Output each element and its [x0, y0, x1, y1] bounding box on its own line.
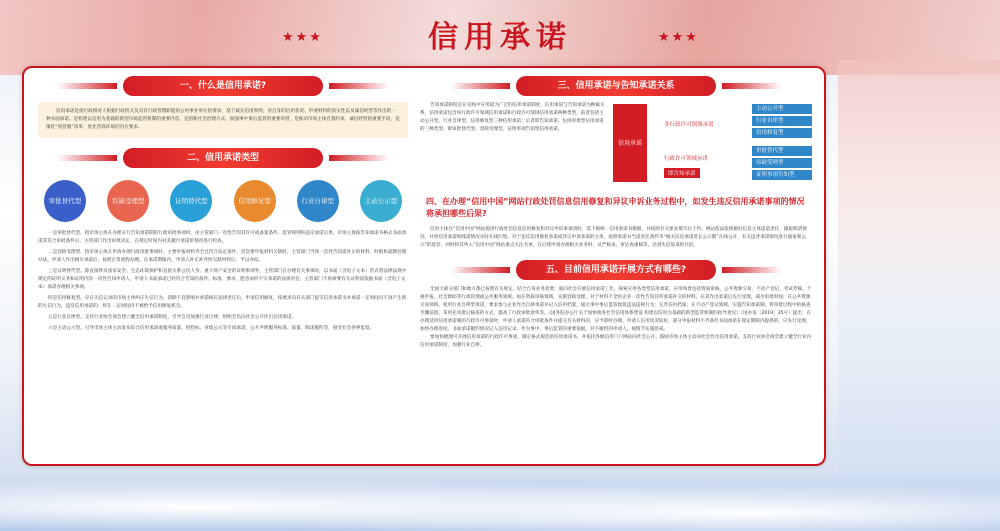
type-item-5: 五是行业自律型。支持行业协会商会建立健全信用承诺制度，引导会员加强行业自律，组织会员向社会公开作出信用承诺。 [48, 315, 297, 320]
section-1-body: 信用承诺是指行政相对人根据行政机关及具有行政管理职能的公用事业单位的要求，基于诚实信用原则，对自身的信用状况、申请材料的真实性以及诚信经营等作出的一种书面承诺。是构建以信用为基础的新型市场监管机制的重要内容，是创新社会治理方式、加强事中事后监管的重要举措，是推动市场主体自我约束、诚信经营的重要手段，是深化“放管服”改革、优化营商环境的内在要求。 [46, 109, 400, 130]
section-5-heading: 五、目前信用承诺开展方式有哪些? [516, 260, 716, 280]
section-5-body-1: 全国大部分部门和地方都已按照有关规定，结合自身业务需要，面向社会开展信用承诺工作，探索应用各类型信用承诺，应用场景包括资质审核、公共资源交易、不动产登记、考试考核、个税申报、社会救助等行政管理或公共服务领域。如在资质审核领域，实施容缺受理，对于材料不全的企业一次性告知其所承诺补交的材料，在其作出承诺后先行受理，减少审批时间；在公共资源交易领域，使用行业自律型承诺，要求参与企业作出自律承诺并记入信用档案，通过事中事后监管敦促违法违规行为；完善信用档案；在不动产登记领域，实施告知承诺制，将审批过程中的核查步骤前置，采用先审批后核查的方式，提高了行政审批效率等。《国务院办公厅关于加快推进社会信用体系建设 构建以信用为基础的新型监管机制的指导意见》（国办发〔2019〕35号）提出：在办理适用信用承诺制的行政许可事项时，申请人承诺符合审批条件并提交有关材料的，应予即时办理。申请人信用状况较好、部分申报材料不齐备但书面承诺在规定期限内提供的，应先行受理，加快办理进度。书面承诺履约情况记入信用记录，作为事中、事后监管的重要依据，对不履约的申请人，视情节实施惩戒。 [420, 287, 812, 332]
type-item-6: 六是主动公示型。引导市场主体主动发布综合信用承诺或服务质量、招投标、业绩公示等专项承诺，公开声明服务标准、质量、践诺履约等，接受社会各界监督。 [48, 326, 375, 331]
left-column [38, 76, 408, 333]
diagram-list-a [752, 104, 812, 140]
diagram-list-b [752, 146, 812, 182]
section-5-body-2: 要加快梳理可开展信用承诺的行政许可事项，制定格式规范的信用承诺书，并依托各级信用门户网站向社会公开。鼓励市场主体主动向社会作出信用承诺。支持行业协会商会建立健全行业内信用承诺制度，加强行业自律。 [420, 335, 812, 348]
page-title-banner [380, 12, 620, 55]
relationship-diagram [420, 102, 812, 188]
diagram-item: 容缺受理型 [752, 158, 812, 168]
section-3-heading: 三、信用承诺与告知承诺关系 [516, 76, 716, 96]
diagram-item: 主动公开型 [752, 104, 812, 114]
section-1-heading: 一、什么是信用承诺? [123, 76, 323, 96]
type-item-3: 三是证明替代型。除直接涉及国家安全、生态环境保护和直接关系公民人身、重大财产安全的证明事项外，主管部门在办理有关事项时，以书面（含电子文本）形式将法律法规中规定的证明义务和证明内容一次性告知申请人，申请人书面承诺已经符合告知的条件、标准、要求，愿意承担不实承诺的法律责任，主管部门不再索要有关证明而依据书面（含电子文本）承诺办理相关事项。 [38, 269, 407, 290]
diagram-tag: 即告知承诺 [664, 168, 700, 178]
right-column [420, 76, 812, 350]
type-item-1: 一是审批替代型。指市场主体在办理实行告知承诺制的行政审批事项时，由主管部门一次性告知其许可或备案条件、监管规则和违反承诺后果，市场主体按告知承诺书格式书面承诺其符合审批条件后，主管部门作出审批决定，在规定时间内对其履行承诺的情况进行检查。 [38, 231, 407, 244]
type-circle-self-discipline: 行业自律型 [297, 180, 339, 222]
diagram-item: 行业自律型 [752, 116, 812, 126]
section-1-box [38, 102, 408, 138]
type-circle-fault-tolerant: 容缺受理型 [107, 180, 149, 222]
section-3-body: 告知承诺制度是在实践中应用最为广泛的信用承诺制度，信用承诺与告知承诺为种属关系，信用承诺包含审行政许可领域信用承诺和行政许可领域信用承诺两种类型，前者包括主动公开型、行业自律型、信用修复型三种信用承诺；后者即告知承诺，包括审批型信用承诺的三种类型，即审批替代型、容缺受理型、证明事项告知型信用承诺。 [420, 103, 605, 132]
page-title: 信用承诺 [428, 20, 572, 55]
clouds-backdrop [0, 470, 1000, 531]
type-item-2: 二是容缺受理型。指市场主体在申请办理行政审批事项时，主要申报材料齐全且符合法定条件，但次要申报材料欠缺时，主管部门当场一次性告知需补正的材料、时限和超期处理办法，申请人作出相应承诺后，按照正常流程办理。在承诺期限内，申请人补正补齐所欠缺材料后，予以办结。 [38, 250, 407, 263]
diagram-item: 证明事项告知型 [752, 170, 812, 180]
type-circles [44, 180, 402, 222]
stars-left: ★★★ [282, 30, 323, 45]
section-4-heading: 四、在办理“信用中国”网站行政处罚信息信用修复和异议申诉业务过程中，如发生违反信用承诺事项的情况将承担哪些后果? [426, 197, 805, 218]
diagram-center-node: 信用承诺 [613, 104, 647, 182]
diagram-item: 信用修复型 [752, 128, 812, 138]
type-circle-certificate: 证明替代型 [170, 180, 212, 222]
type-item-4: 四是信用修复型。存在失信记录的市场主体纠正失信行为、消除不良影响并承诺相应法律责任后，申请信用修复，按要求向有关部门提交信用承诺书并承诺一定时间内不再产生新的失信行为，违反信用承诺的，将在一定时间内不被给予信用修复机会。 [38, 296, 407, 309]
section-4-body: 信用主体在“信用中国”网站提请行政处罚信息信用修复和异议申诉事项请时，需下载统一信用承诺书模板，并按照有关要求填写后上传。网站依法依规做好信息主体违诺责任，跟踪践诺情况，并将信用承诺和践诺情况实时在线归集。对于违反信用修复承诺或异议申诉承诺的主体，按照承诺书当诺责任条件等“相关信息承诺者长公示期”在线公开，有关违背承诺情况进行通报和公示”的惩罚，同时将其列入“信用中国”网站重点关注名单，在后续申请办理相关业务时，从严核查、审访查重核等，达到失信惩戒的目的。 [420, 227, 807, 248]
stars-right: ★★★ [658, 30, 699, 45]
diagram-branch-licensing: 行政许可领域承诺 [664, 156, 709, 162]
content-board [22, 66, 826, 466]
diagram-branch-non-licensing: 非行政许可领域承诺 [664, 122, 714, 128]
type-circle-repair: 信用修复型 [234, 180, 276, 222]
background-decoration [838, 60, 1000, 480]
diagram-item: 审批替代型 [752, 146, 812, 156]
section-2-heading: 二、信用承诺类型 [123, 148, 323, 168]
type-circle-publicity: 主动公示型 [360, 180, 402, 222]
type-circle-approval: 审批替代型 [44, 180, 86, 222]
